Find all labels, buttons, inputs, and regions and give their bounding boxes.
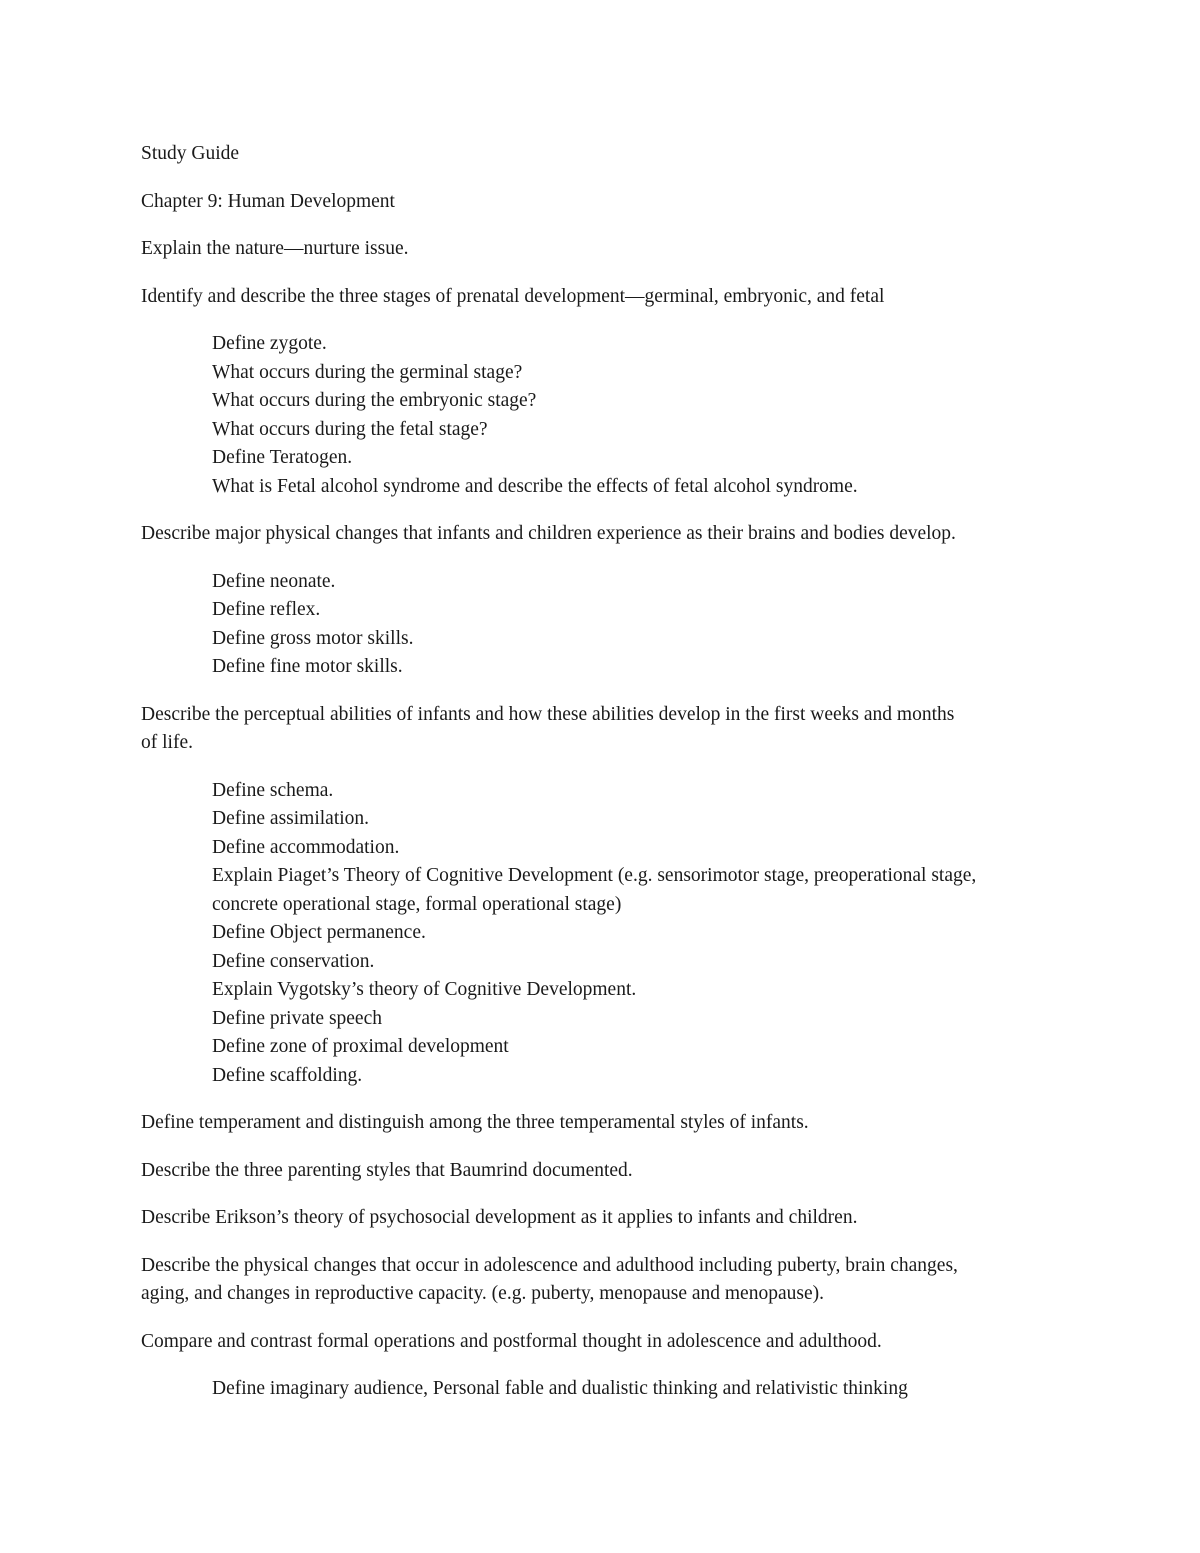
question-parenting-styles: Describe the three parenting styles that Baumrind documented. <box>141 1159 633 1181</box>
document-title: Study Guide <box>141 143 240 164</box>
list-item: Define assimilation. <box>212 808 370 829</box>
question-adolescence-physical <box>141 1252 1071 1309</box>
chapter-heading: Chapter 9: Human Development <box>141 190 395 212</box>
question-erikson: Describe Erikson’s theory of psychosocial development as it applies to infants and children. <box>141 1207 858 1228</box>
paragraph-line: of life. <box>141 732 193 753</box>
paragraph-line: Describe the perceptual abilities of infants and how these abilities develop in the first weeks and months <box>141 703 955 725</box>
list-item: Define reflex. <box>212 599 321 620</box>
list-item: Define Object permanence. <box>212 922 426 943</box>
list-item: What occurs during the germinal stage? <box>212 361 523 383</box>
physical-subitems <box>141 568 1071 682</box>
list-item: What occurs during the embryonic stage? <box>212 390 537 411</box>
list-item: Explain Vygotsky’s theory of Cognitive Development. <box>212 979 637 1000</box>
question-prenatal-stages: Identify and describe the three stages of prenatal development—germinal, embryonic, and fetal <box>141 285 885 307</box>
list-item: Define zygote. <box>212 333 327 354</box>
question-physical-changes: Describe major physical changes that infants and children experience as their brains and bodies develop. <box>141 523 956 544</box>
list-item: Define conservation. <box>212 950 375 972</box>
list-item: Define private speech <box>212 1007 382 1029</box>
list-item: Define scaffolding. <box>212 1064 363 1086</box>
adolescence-subitems <box>141 1375 1071 1404</box>
list-item: Define zone of proximal development <box>212 1036 509 1057</box>
list-item-piaget-continued: concrete operational stage, formal operational stage) <box>212 893 622 915</box>
question-temperament: Define temperament and distinguish among the three temperamental styles of infants. <box>141 1112 809 1133</box>
document-page <box>141 140 1071 1423</box>
cognitive-subitems <box>141 777 1071 1091</box>
question-perceptual-abilities <box>141 701 1071 758</box>
list-item: What is Fetal alcohol syndrome and describe the effects of fetal alcohol syndrome. <box>212 475 858 497</box>
list-item: Define accommodation. <box>212 836 400 858</box>
question-formal-operations: Compare and contrast formal operations and postformal thought in adolescence and adulthood. <box>141 1330 882 1352</box>
prenatal-subitems <box>141 330 1071 501</box>
list-item: Define fine motor skills. <box>212 656 403 677</box>
paragraph-line: Describe the physical changes that occur in adolescence and adulthood including puberty, brain changes, <box>141 1254 958 1276</box>
list-item: What occurs during the fetal stage? <box>212 418 488 440</box>
paragraph-line: aging, and changes in reproductive capacity. (e.g. puberty, menopause and menopause). <box>141 1283 824 1304</box>
question-nature-nurture: Explain the nature—nurture issue. <box>141 238 409 259</box>
list-item: Define Teratogen. <box>212 447 353 468</box>
list-item: Define neonate. <box>212 570 336 592</box>
list-item: Define gross motor skills. <box>212 627 414 649</box>
list-item: Define schema. <box>212 779 334 801</box>
list-item: Define imaginary audience, Personal fable and dualistic thinking and relativistic thinking <box>212 1378 908 1399</box>
list-item-piaget: Explain Piaget’s Theory of Cognitive Development (e.g. sensorimotor stage, preoperational stage, <box>212 865 977 886</box>
